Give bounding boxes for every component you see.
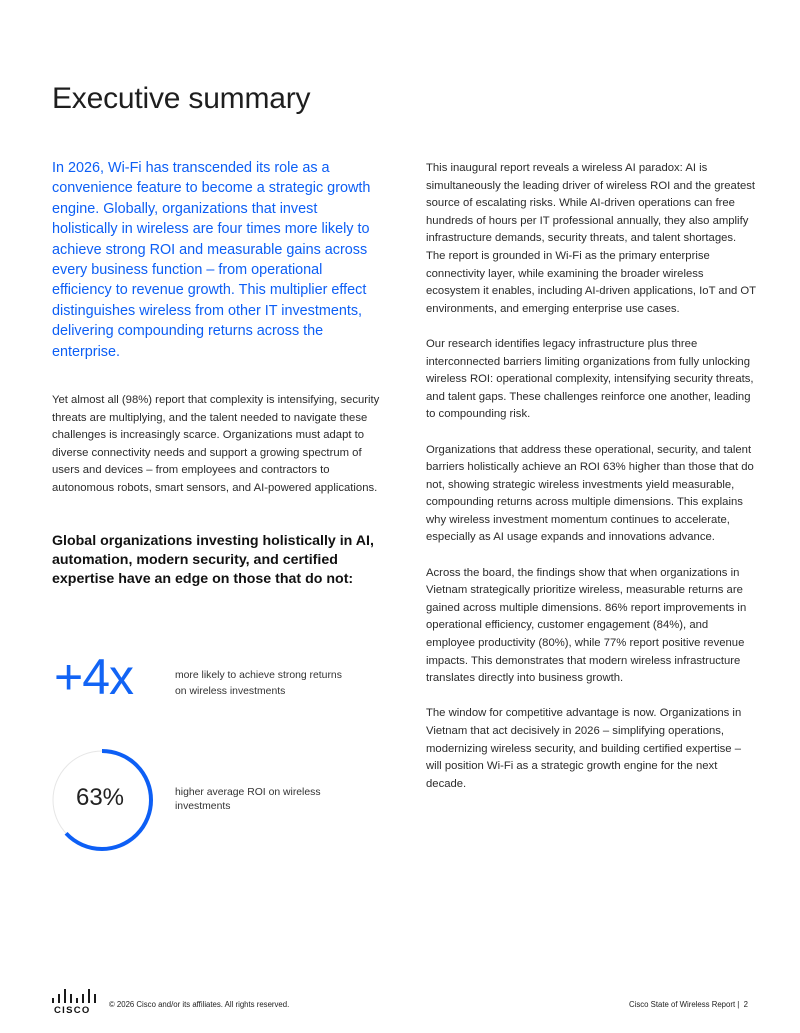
cisco-bars-icon — [52, 989, 98, 1003]
stat-value: 63% — [75, 784, 125, 811]
stat-higher-roi — [50, 748, 380, 854]
holistic-roi-paragraph: Organizations that address these operational, security, and talent barriers holistically achieve an ROI 63% higher than those that do not, showing strategic wireless investments yield measurable, compounding returns across multiple dimensions. This explains why wireless investment momentum continues to accelerate, especially as AI usage expands and innovations advance. — [426, 443, 754, 544]
edge-heading: Global organizations investing holistically in AI, automation, modern security, and certified expertise have an edge on those that do not: — [52, 532, 374, 588]
stat-description: more likely to achieve strong returns on wireless investments — [175, 670, 342, 697]
complexity-paragraph: Yet almost all (98%) report that complexity is intensifying, security threats are multiplying, and the talent needed to navigate these challenges is increasingly scarce. Organizations must adapt to diverse connectivity needs and support a growing spectrum of users and devices – from employees and contractors to autonomous robots, smart sensors, and AI-powered applications. — [52, 394, 380, 495]
copyright-text: © 2026 Cisco and/or its affiliates. All rights reserved. — [109, 1000, 290, 1009]
right-column — [426, 160, 756, 793]
report-name: Cisco State of Wireless Report — [628, 1000, 736, 1009]
intro-paragraph: In 2026, Wi-Fi has transcended its role as a convenience feature to become a strategic growth engine. Globally, organizations that invest holistically in wireless are four times more likely to achieve strong ROI and measurable gains across every business function – from operational efficiency to revenue growth. This multiplier effect distinguishes wireless from other IT investments, delivering compounding returns across the enterprise. — [52, 160, 371, 360]
paradox-paragraph: This inaugural report reveals a wireless AI paradox: AI is simultaneously the leading driver of wireless ROI and the greatest source of escalating risks. While AI-driven operations can free hundreds of hours per IT professional annually, they also amplify infrastructure demands, security threats, and talent shortages. The report is grounded in Wi-Fi as the primary enterprise connectivity layer, while examining the broader wireless ecosystem it enables, including AI-driven applications, IoT and OT environments, and emerging enterprise use cases. — [426, 162, 756, 315]
stat-description: higher average ROI on wireless investments — [175, 787, 321, 813]
stat-roi-multiplier — [52, 649, 382, 706]
cisco-wordmark: CISCO — [54, 1005, 91, 1016]
page-title: Executive summary — [52, 82, 311, 115]
page-footer — [0, 985, 800, 1025]
stat-value: +4x — [54, 649, 134, 705]
page-reference: Cisco State of Wireless Report | 2 — [628, 1000, 748, 1009]
page-number: 2 — [743, 1000, 748, 1009]
barriers-paragraph: Our research identifies legacy infrastructure plus three interconnected barriers limiting organizations from fully unlocking wireless ROI: operational complexity, intensifying security threats, and talent gaps. These challenges reinforce one another, leading to compounding risk. — [426, 337, 754, 421]
left-column — [52, 158, 382, 590]
vietnam-findings-paragraph: Across the board, the findings show that when organizations in Vietnam strategically prioritize wireless, measurable returns are gained across multiple dimensions. 86% report improvements in operational efficiency, customer engagement (84%), and employee productivity (80%), while 77% report positive revenue impacts. This demonstrates that modern wireless infrastructure translates directly into business growth. — [426, 566, 747, 685]
cisco-logo — [52, 989, 98, 1019]
competitive-window-paragraph: The window for competitive advantage is now. Organizations in Vietnam that act decisively in 2026 – simplifying operations, modernizing wireless security, and building certified expertise – will position Wi-Fi as a strategic growth engine for the next decade. — [426, 707, 742, 790]
